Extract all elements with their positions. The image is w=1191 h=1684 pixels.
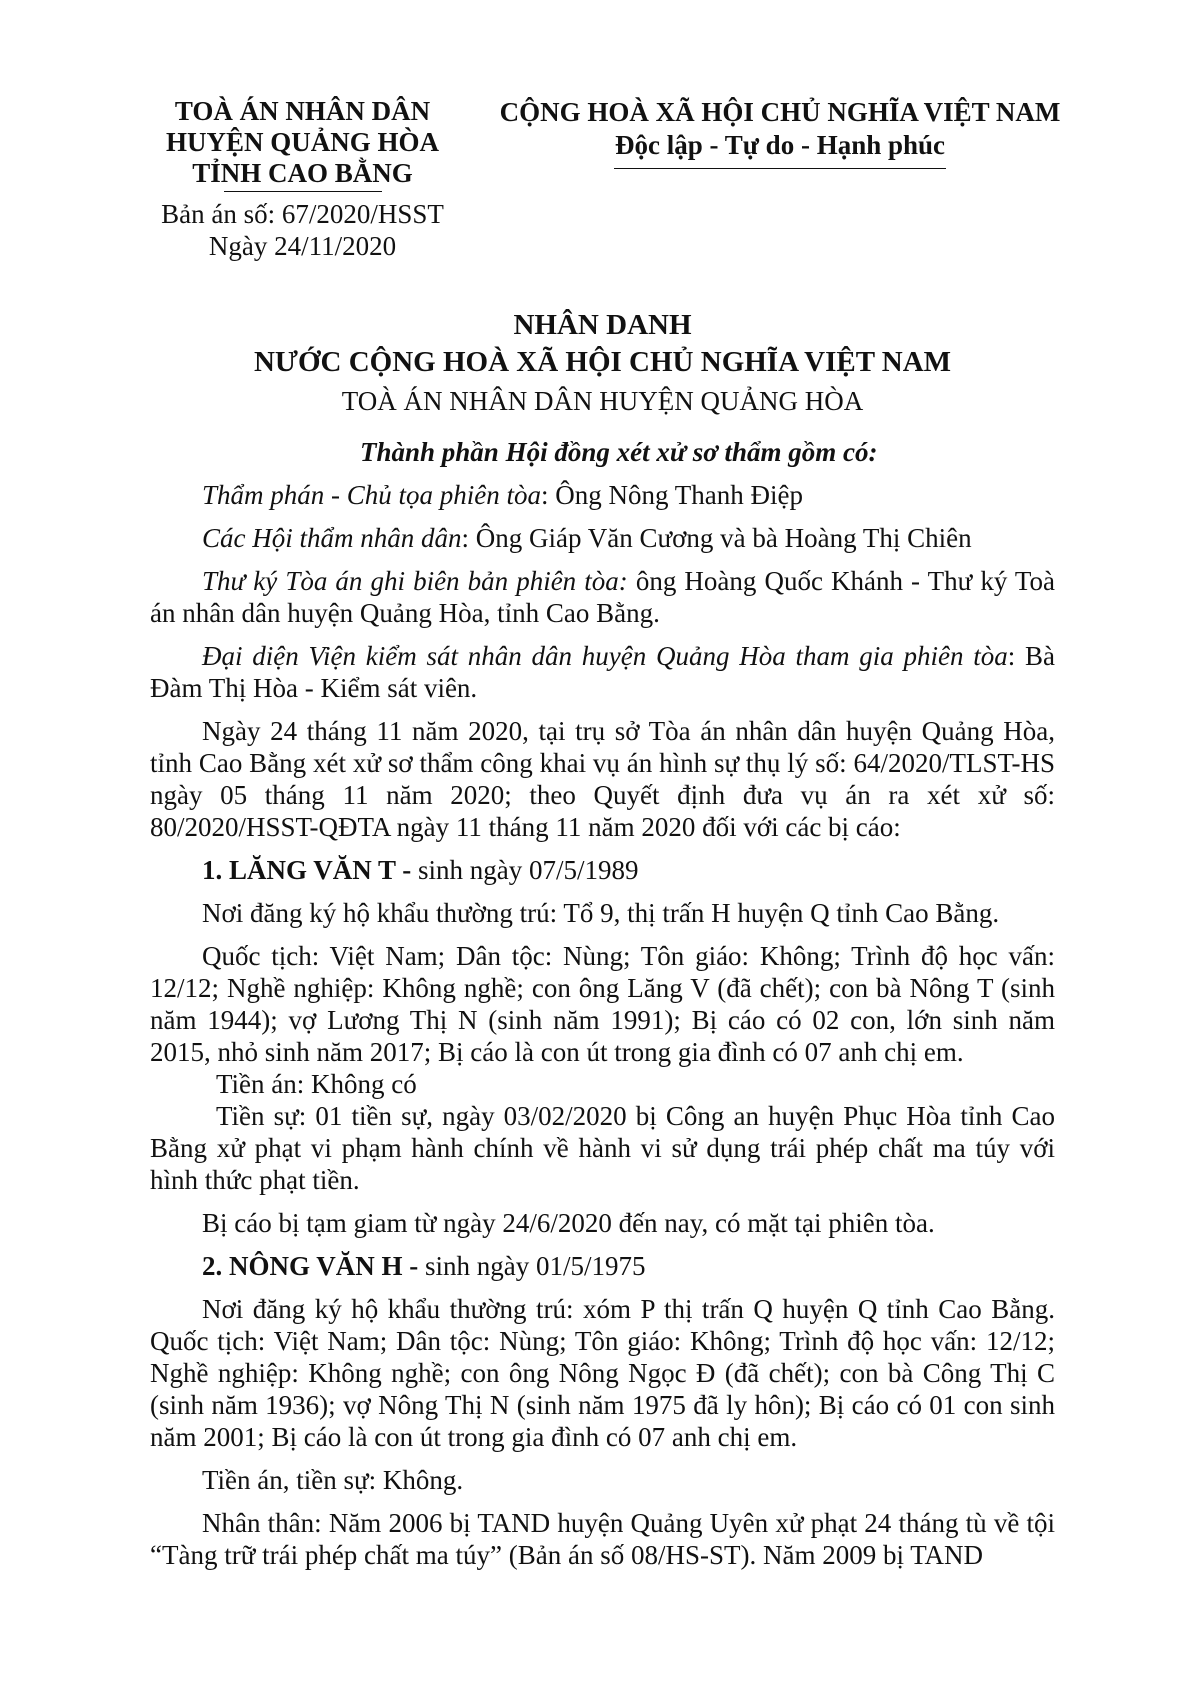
court-header: [150, 96, 455, 262]
defendant2-heading: [150, 1250, 1055, 1282]
defendant1-prior-record: Tiền sự: 01 tiền sự, ngày 03/02/2020 bị Công an huyện Phục Hòa tỉnh Cao Bằng xử phạt vi phạm hành chính về hành vi sử dụng trái phép chất ma túy với hình thức phạt tiền.: [150, 1101, 1055, 1195]
defendant2-personal: Nhân thân: Năm 2006 bị TAND huyện Quảng Uyên xử phạt 24 tháng tù về tội “Tàng trữ trái phép chất ma túy” (Bản án số 08/HS-ST). Năm 2009 bị TAND: [150, 1508, 1055, 1570]
national-motto: Độc lập - Tự do - Hạnh phúc: [614, 130, 946, 160]
title-line3: TOÀ ÁN NHÂN DÂN HUYỆN QUẢNG HÒA: [341, 386, 864, 416]
defendant2-residence: Nơi đăng ký hộ khẩu thường trú: xóm P thị trấn Q huyện Q tỉnh Cao Bằng. Quốc tịch: Việt Nam; Dân tộc: Nùng; Tôn giáo: Không; Trình độ học vấn: 12/12; Nghề nghiệp: Không nghề; con ông Nông Ngọc Đ (đã chết); con bà Công Thị C (sinh năm 1936); vợ Nông Thị N (sinh năm 1975 đã ly hôn); Bị cáo có 01 con sinh năm 2001; Bị cáo là con út trong gia đình có 07 anh chị em.: [150, 1294, 1055, 1452]
national-header: [490, 96, 1070, 169]
court-name-line2: HUYỆN QUẢNG HÒA: [165, 127, 439, 157]
document-body: [150, 436, 1055, 1582]
assessors-label: Các Hội thẩm nhân dân: [202, 523, 462, 553]
assessors-line: [150, 522, 1055, 554]
national-header-underline: [614, 168, 946, 169]
defendant1-heading: [150, 854, 1055, 886]
clerk-line: [150, 565, 1055, 629]
court-name-line1: TOÀ ÁN NHÂN DÂN: [174, 96, 431, 126]
defendant1-prior-conviction: Tiền án: Không có: [216, 1069, 417, 1099]
procuracy-label: Đại diện Viện kiểm sát nhân dân huyện Quảng Hòa tham gia phiên tòa: [202, 641, 1008, 671]
assessors-value: : Ông Giáp Văn Cương và bà Hoàng Thị Chiên: [461, 523, 972, 553]
title-line2: NƯỚC CỘNG HOÀ XÃ HỘI CHỦ NGHĨA VIỆT NAM: [253, 346, 952, 378]
court-header-underline: [224, 191, 382, 192]
defendant2-prior: Tiền án, tiền sự: Không.: [202, 1465, 464, 1495]
judge-label: Thẩm phán - Chủ tọa phiên tòa: [202, 480, 542, 510]
clerk-label: Thư ký Tòa án ghi biên bản phiên tòa:: [202, 566, 628, 596]
judgment-number: Bản án số: 67/2020/HSST: [161, 199, 444, 229]
defendant1-detention: Bị cáo bị tạm giam từ ngày 24/6/2020 đến nay, có mặt tại phiên tòa.: [202, 1208, 935, 1238]
title-line1: NHÂN DANH: [513, 309, 692, 341]
panel-heading: Thành phần Hội đồng xét xử sơ thẩm gồm có:: [360, 437, 878, 467]
judge-line: [150, 479, 1055, 511]
document-title: [150, 307, 1055, 421]
judgment-date: Ngày 24/11/2020: [208, 231, 397, 261]
defendant1-info: Quốc tịch: Việt Nam; Dân tộc: Nùng; Tôn giáo: Không; Trình độ học vấn: 12/12; Nghề nghiệp: Không nghề; con ông Lăng V (đã chết); con bà Nông T (sinh năm 1944); vợ Lương Thị N (sinh năm 1991); Bị cáo có 02 con, lớn sinh năm 2015, nhỏ sinh năm 2017; Bị cáo là con út trong gia đình có 07 anh chị em.: [150, 941, 1055, 1067]
defendant2-name: 2. NÔNG VĂN H -: [202, 1251, 426, 1281]
court-name-line3: TỈNH CAO BẰNG: [192, 158, 413, 188]
nation-name: CỘNG HOÀ XÃ HỘI CHỦ NGHĨA VIỆT NAM: [499, 97, 1061, 127]
defendant1-residence: Nơi đăng ký hộ khẩu thường trú: Tổ 9, thị trấn H huyện Q tỉnh Cao Bằng.: [202, 898, 1000, 928]
judge-value: : Ông Nông Thanh Điệp: [541, 480, 803, 510]
defendant2-birth: sinh ngày 01/5/1975: [425, 1251, 646, 1281]
procuracy-line: [150, 640, 1055, 704]
procuracy-value: : Bà Đàm Thị Hòa - Kiểm sát viên.: [150, 641, 1056, 703]
defendant1-birth: sinh ngày 07/5/1989: [418, 855, 639, 885]
intro-paragraph: Ngày 24 tháng 11 năm 2020, tại trụ sở Tòa án nhân dân huyện Quảng Hòa, tỉnh Cao Bằng xét xử sơ thẩm công khai vụ án hình sự thụ lý số: 64/2020/TLST-HS ngày 05 tháng 11 năm 2020; theo Quyết định đưa vụ án ra xét xử số: 80/2020/HSST-QĐTA ngày 11 tháng 11 năm 2020 đối với các bị cáo:: [150, 716, 1055, 842]
defendant1-name: 1. LĂNG VĂN T -: [202, 855, 419, 885]
clerk-value: ông Hoàng Quốc Khánh - Thư ký Toà án nhân dân huyện Quảng Hòa, tỉnh Cao Bằng.: [150, 566, 1055, 628]
